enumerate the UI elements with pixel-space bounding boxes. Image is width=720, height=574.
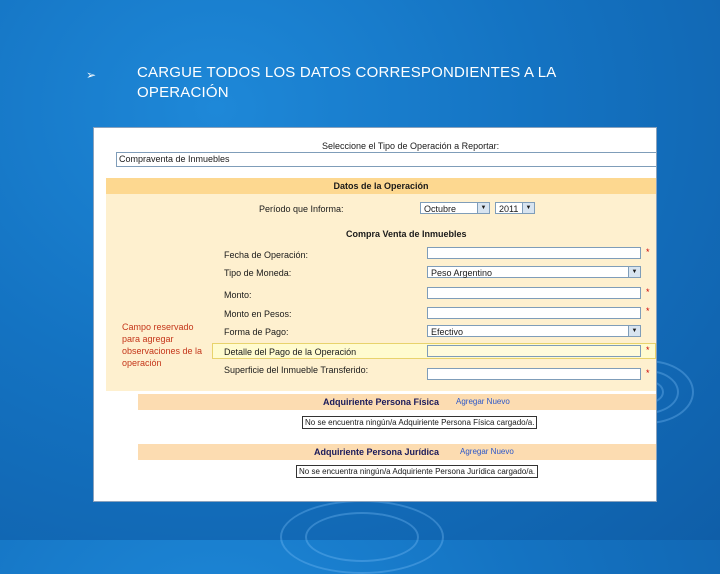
persona-fisica-header <box>138 394 656 410</box>
subsection-title: Compra Venta de Inmuebles <box>346 229 467 239</box>
required-mark: * <box>646 368 650 378</box>
required-mark: * <box>646 345 650 355</box>
operation-type-label: Seleccione el Tipo de Operación a Reportar: <box>322 141 500 151</box>
persona-juridica-empty-note: No se encuentra ningún/a Adquiriente Persona Jurídica cargado/a. <box>296 465 538 478</box>
period-month-select[interactable] <box>420 202 490 214</box>
required-mark: * <box>646 287 650 297</box>
chevron-down-icon: ▼ <box>628 326 640 336</box>
detalle-input[interactable] <box>427 345 641 357</box>
persona-fisica-empty-note: No se encuentra ningún/a Adquiriente Persona Física cargado/a. <box>302 416 537 429</box>
slide-title: CARGUE TODOS LOS DATOS CORRESPONDIENTES A LA OPERACIÓN <box>137 64 556 101</box>
chevron-down-icon: ▼ <box>477 203 489 213</box>
superficie-input[interactable] <box>427 368 641 380</box>
forma-pago-select[interactable] <box>427 325 641 337</box>
monto-input[interactable] <box>427 287 641 299</box>
persona-juridica-header <box>138 444 656 460</box>
persona-juridica-add-link[interactable]: Agregar Nuevo <box>460 447 514 456</box>
chevron-down-icon: ▼ <box>522 203 534 213</box>
form-screenshot <box>93 127 657 502</box>
period-month-value: Octubre <box>424 204 457 214</box>
fecha-input[interactable] <box>427 247 641 259</box>
detalle-label: Detalle del Pago de la Operación <box>224 347 357 357</box>
required-mark: * <box>646 306 650 316</box>
persona-fisica-add-link[interactable]: Agregar Nuevo <box>456 397 510 406</box>
moneda-label: Tipo de Moneda: <box>224 268 292 278</box>
operation-type-select[interactable]: Compraventa de Inmuebles <box>116 152 657 167</box>
forma-pago-label: Forma de Pago: <box>224 327 289 337</box>
monto-pesos-label: Monto en Pesos: <box>224 309 292 319</box>
fecha-label: Fecha de Operación: <box>224 250 309 260</box>
chevron-down-icon: ▼ <box>628 267 640 277</box>
persona-juridica-title: Adquiriente Persona Jurídica <box>314 447 440 457</box>
monto-label: Monto: <box>224 290 252 300</box>
decorative-swirl <box>305 512 419 562</box>
period-year-select[interactable] <box>495 202 535 214</box>
forma-pago-value: Efectivo <box>431 327 464 337</box>
side-note: Campo reservado para agregar observaciones de la operación <box>122 322 203 368</box>
required-mark: * <box>646 247 650 257</box>
monto-pesos-input[interactable] <box>427 307 641 319</box>
period-label: Período que Informa: <box>259 204 344 214</box>
moneda-value: Peso Argentino <box>431 268 493 278</box>
persona-fisica-title: Adquiriente Persona Física <box>323 397 440 407</box>
slide-bullet-icon: ➢ <box>86 68 97 82</box>
superficie-label: Superficie del Inmueble Transferido: <box>224 365 369 375</box>
moneda-select[interactable] <box>427 266 641 278</box>
period-year-value: 2011 <box>499 204 519 214</box>
section-title: Datos de la Operación <box>106 178 656 194</box>
